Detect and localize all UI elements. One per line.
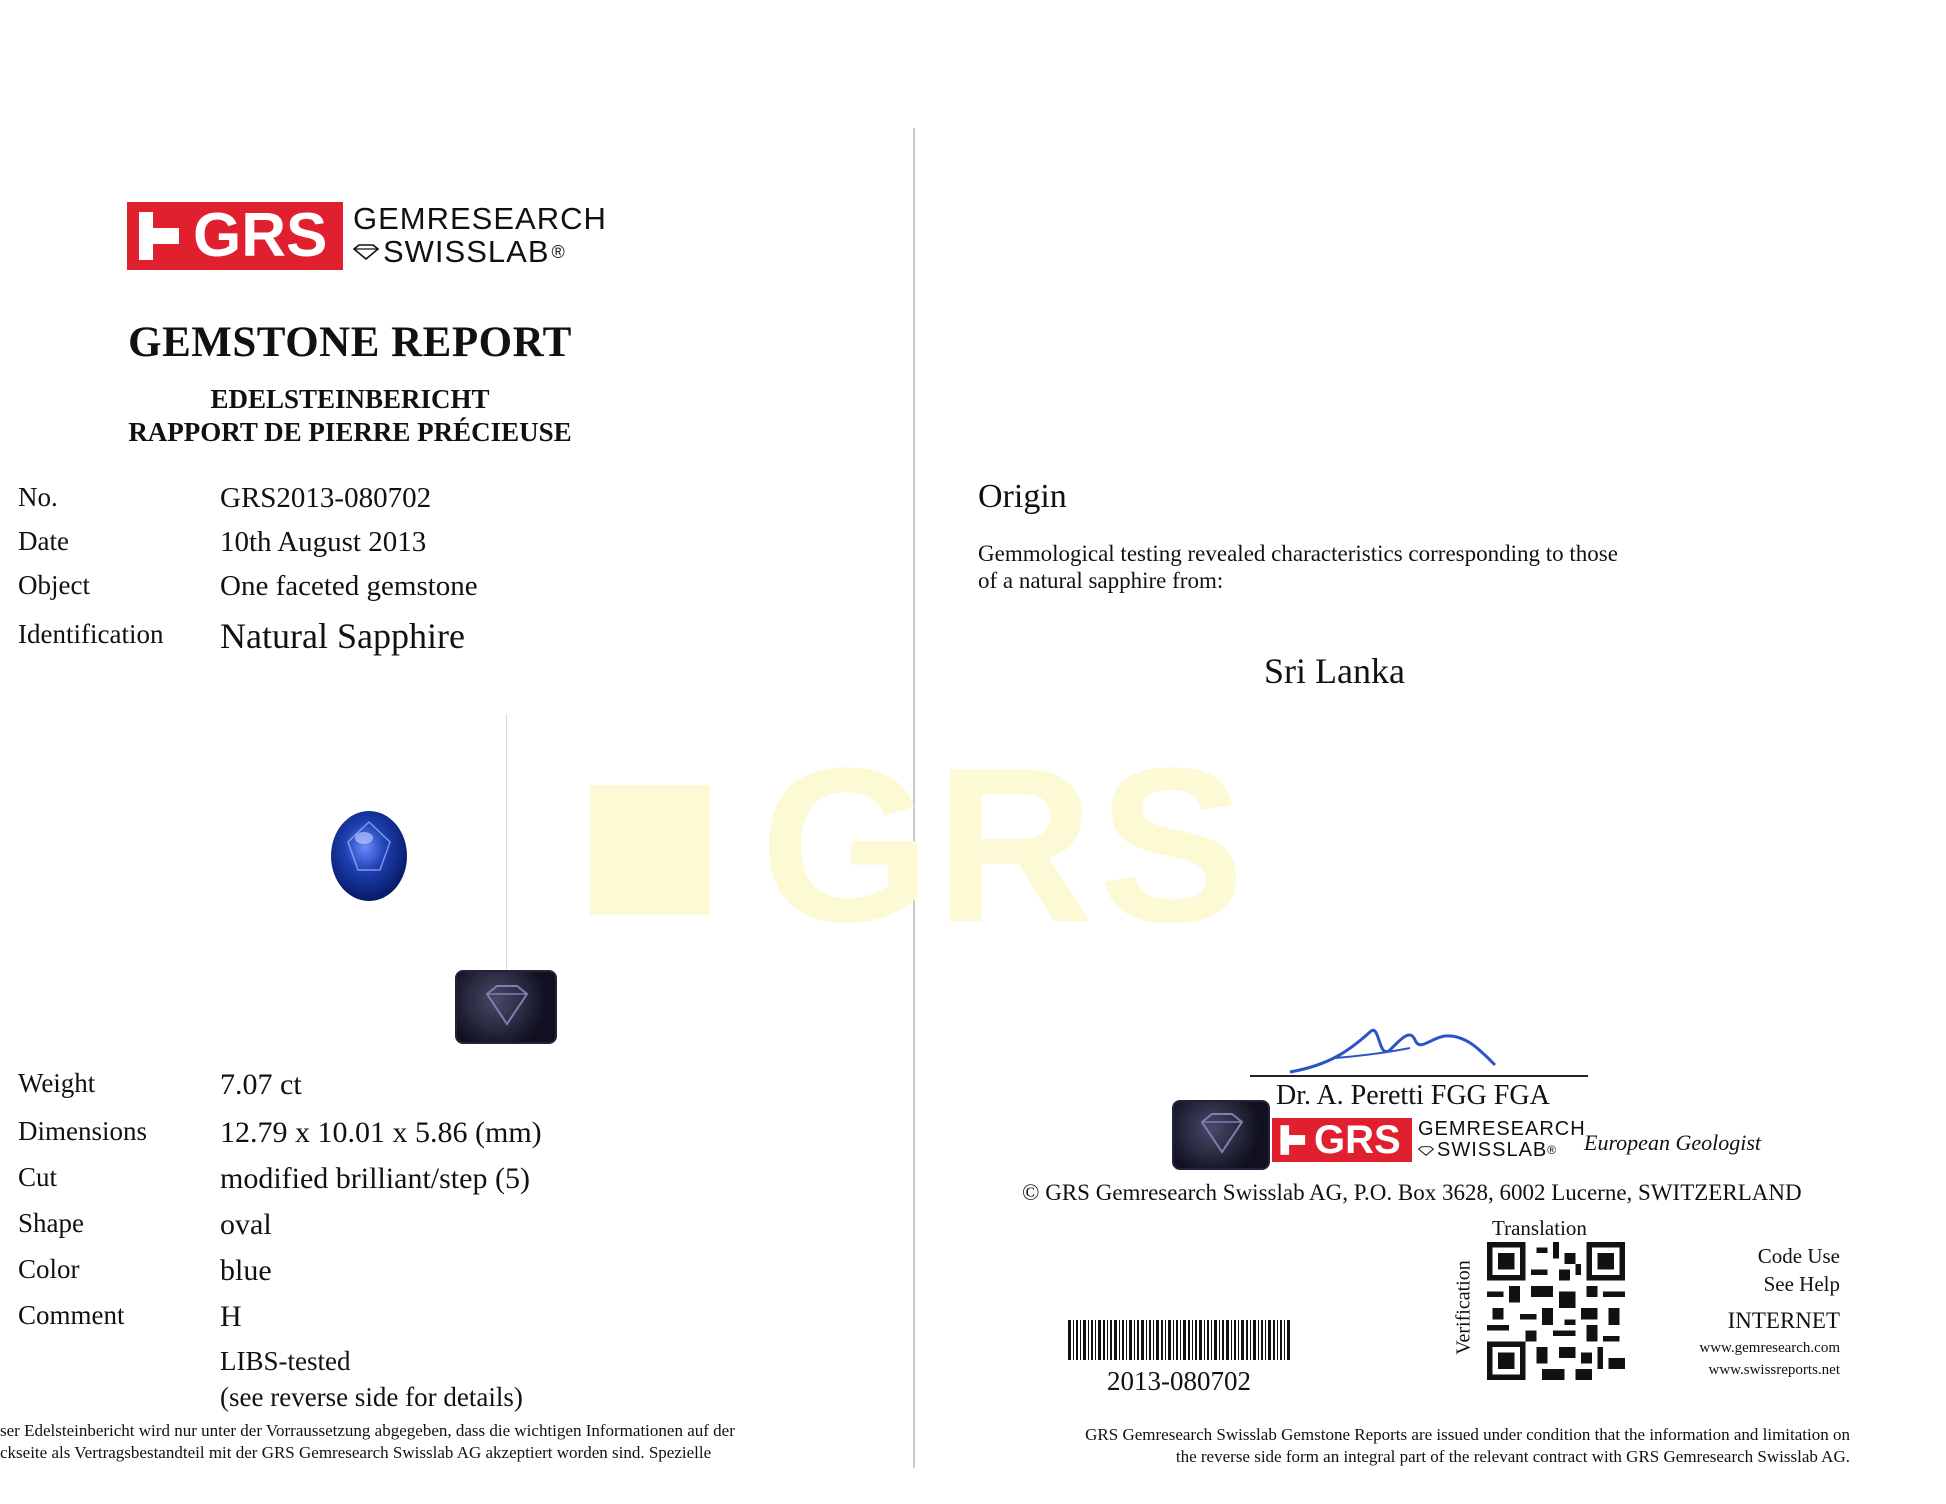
grs-logo-text-small: GRS (1314, 1118, 1401, 1162)
field-label: Dimensions (18, 1116, 148, 1146)
diamond-icon (353, 244, 379, 260)
logo-line-swisslab: SWISSLAB (1437, 1139, 1548, 1161)
field-value: One faceted gemstone (220, 570, 478, 602)
field-label: Weight (18, 1068, 96, 1098)
qr-url-swissreports[interactable]: www.swissreports.net (1708, 1362, 1840, 1378)
signatory-title: European Geologist (1584, 1130, 1761, 1155)
swiss-cross-icon (1278, 1121, 1310, 1159)
diamond-hologram-icon (457, 972, 555, 1042)
field-value: GRS2013-080702 (220, 482, 432, 514)
qr-see-help: See Help (1763, 1272, 1840, 1296)
hologram-seal-right (1172, 1100, 1270, 1170)
company-address: © GRS Gemresearch Swisslab AG, P.O. Box 3628, 6002 Lucerne, SWITZERLAND (1022, 1180, 1802, 1205)
grs-logo-words-small (1418, 1119, 1586, 1161)
field-row-number (18, 482, 431, 515)
grs-logo (127, 202, 607, 270)
legal-en-line2: the reverse side form an integral part of the relevant contract with GRS Gemresearch Swisslab AG. (1175, 1447, 1850, 1467)
legal-notice-en (1000, 1424, 1850, 1468)
legal-notice-de (0, 1420, 820, 1464)
field-row-object (18, 570, 478, 603)
diamond-hologram-icon (1174, 1102, 1268, 1168)
field-value: 10th August 2013 (220, 526, 427, 558)
signature (1250, 1010, 1590, 1080)
logo-line-gemresearch: GEMRESEARCH (353, 201, 607, 237)
barcode-number: 2013-080702 (1107, 1366, 1251, 1396)
grs-logo-mark (127, 202, 343, 270)
hologram-seal (455, 970, 557, 1044)
origin-text-line2: of a natural sapphire from: (978, 568, 1224, 593)
field-row-cut (18, 1162, 530, 1196)
field-value: Natural Sapphire (220, 616, 465, 656)
legal-en-line1: GRS Gemresearch Swisslab Gemstone Reports are issued under condition that the information and limitation on (1085, 1425, 1850, 1444)
comment-reverse-note: (see reverse side for details) (220, 1382, 523, 1412)
qr-internet-label: INTERNET (1727, 1308, 1840, 1333)
field-row-color (18, 1254, 272, 1288)
report-subtitle-de: EDELSTEINBERICHT (210, 384, 490, 414)
swiss-cross-icon (135, 206, 187, 266)
field-value: 12.79 x 10.01 x 5.86 (mm) (220, 1116, 542, 1149)
grs-logo-small (1272, 1118, 1586, 1162)
field-label: Object (18, 570, 90, 600)
field-value: 7.07 ct (220, 1068, 302, 1101)
grs-watermark (590, 722, 1249, 968)
grs-logo-text: GRS (193, 201, 328, 270)
qr-verification-wrap (1448, 1246, 1478, 1376)
field-label: Date (18, 526, 69, 556)
field-row-dimensions (18, 1116, 542, 1150)
field-value: oval (220, 1208, 272, 1241)
origin-heading: Origin (978, 478, 1067, 515)
comment-libs: LIBS-tested (220, 1346, 351, 1376)
qr-code[interactable] (1487, 1242, 1625, 1380)
field-label: Color (18, 1254, 80, 1284)
origin-text-line1: Gemmological testing revealed characteristics corresponding to those (978, 541, 1618, 566)
registered-mark: ® (551, 241, 566, 262)
legal-de-line1: ser Edelsteinbericht wird nur unter der Vorraussetzung abgegeben, dass die wichtigen Informationen auf der (0, 1421, 735, 1440)
grs-logo-mark-small (1272, 1118, 1412, 1162)
signatory-name: Dr. A. Peretti FGG FGA (1276, 1080, 1550, 1111)
field-row-weight (18, 1068, 302, 1102)
registered-mark: ® (1547, 1143, 1558, 1158)
diamond-icon (1418, 1146, 1434, 1156)
qr-verification-label: Verification (1452, 1260, 1475, 1355)
field-row-date (18, 526, 426, 559)
report-title: GEMSTONE REPORT (128, 319, 572, 366)
watermark-text: GRS (760, 722, 1249, 968)
field-label: Identification (18, 619, 164, 649)
field-value: H (220, 1300, 242, 1333)
field-value: blue (220, 1254, 272, 1287)
report-subtitle-fr: RAPPORT DE PIERRE PRÉCIEUSE (128, 417, 572, 447)
legal-de-line2: ckseite als Vertragsbestandteil mit der GRS Gemresearch Swisslab AG akzeptiert worden sind. Spezielle (0, 1443, 712, 1463)
field-row-identification (18, 615, 465, 657)
qr-translation-label: Translation (1492, 1216, 1587, 1240)
qr-url-gemresearch[interactable]: www.gemresearch.com (1699, 1340, 1840, 1356)
qr-code-use: Code Use (1757, 1244, 1840, 1268)
field-value: modified brilliant/step (5) (220, 1162, 530, 1195)
origin-country: Sri Lanka (1264, 651, 1405, 691)
grs-logo-words (353, 203, 607, 268)
barcode (1068, 1320, 1290, 1360)
logo-line-swisslab: SWISSLAB (383, 234, 550, 269)
logo-line-gemresearch: GEMRESEARCH (1418, 1118, 1586, 1140)
field-row-shape (18, 1208, 272, 1242)
field-label: Cut (18, 1162, 58, 1192)
field-label: Shape (18, 1208, 84, 1238)
field-row-comment (18, 1300, 242, 1334)
field-label: Comment (18, 1300, 125, 1330)
field-label: No. (18, 482, 58, 512)
sapphire-photo (328, 808, 410, 904)
